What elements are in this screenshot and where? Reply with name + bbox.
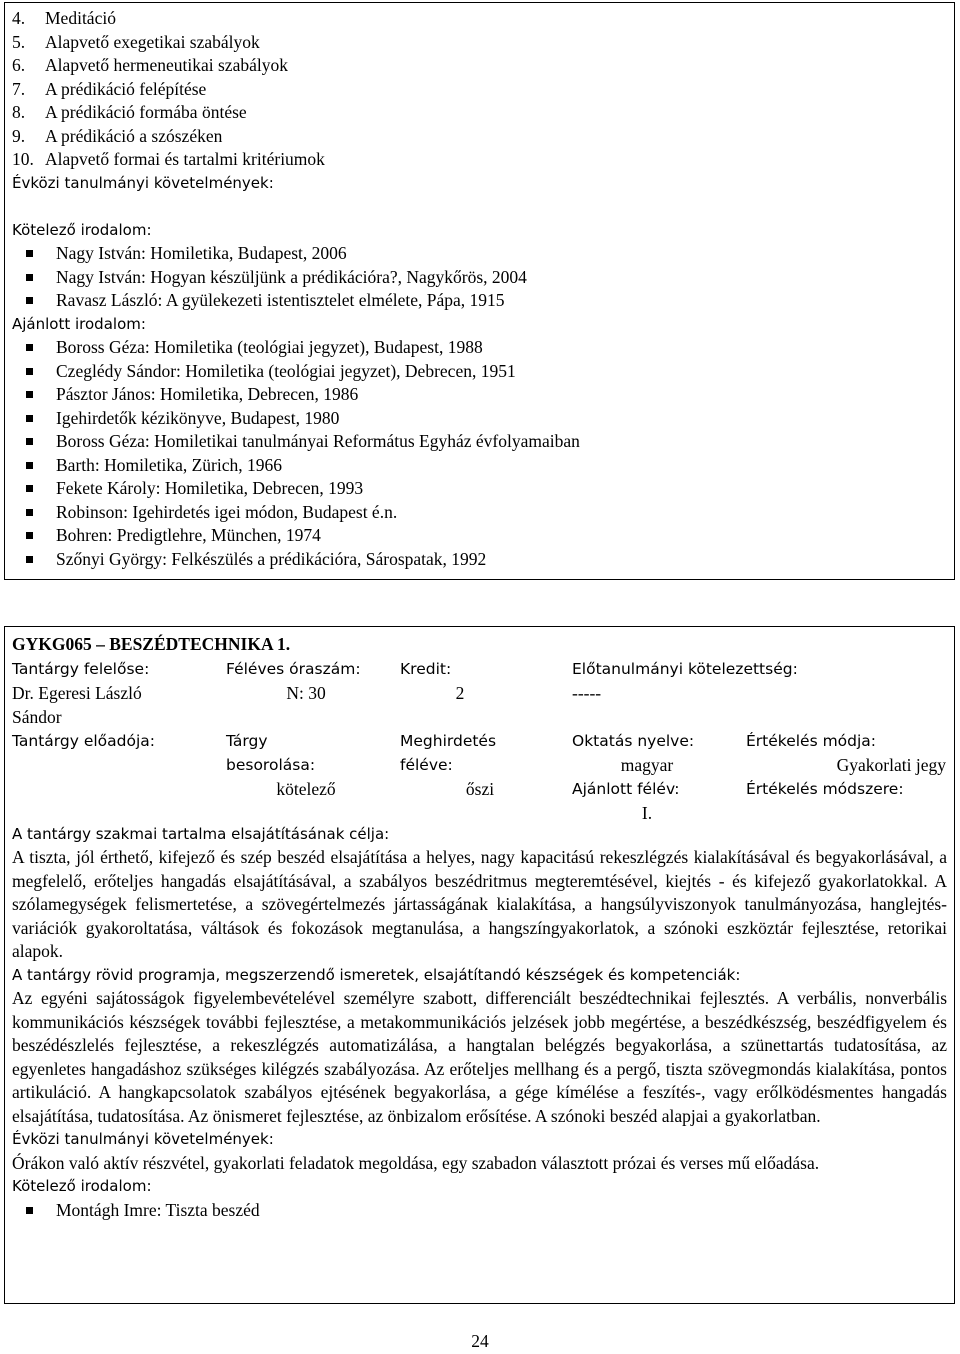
- list-item: Bohren: Predigtlehre, München, 1974: [56, 524, 947, 548]
- course-literature-box: [4, 2, 955, 580]
- kotelezo-heading-2: Kötelező irodalom:: [12, 1177, 152, 1195]
- ajanlott-felev-value: I.: [641, 802, 653, 823]
- topic-item: 4. Meditáció: [12, 8, 116, 28]
- list-item: Ravasz László: A gyülekezeti istentisztelet elmélete, Pápa, 1915: [56, 289, 947, 313]
- topic-item: 10. Alapvető formai és tartalmi kritériumok: [12, 149, 325, 169]
- list-item: Igehirdetők kézikönyve, Budapest, 1980: [56, 407, 947, 431]
- ajanlott-list: [12, 336, 947, 571]
- list-item: Pásztor János: Homiletika, Debrecen, 1986: [56, 383, 947, 407]
- list-item: Robinson: Igehirdetés igei módon, Budapest é.n.: [56, 501, 947, 525]
- course-title: GYKG065 – BESZÉDTECHNIKA 1.: [12, 634, 291, 654]
- program-heading: A tantárgy rövid programja, megszerzendő ismeretek, elsajátítandó készségek és kompetenciák:: [12, 965, 741, 984]
- oraszam-label: Féléves óraszám:: [226, 659, 361, 678]
- topic-item: 8. A prédikáció formába öntése: [12, 102, 247, 122]
- topic-item: 5. Alapvető exegetikai szabályok: [12, 31, 260, 52]
- kotelezo-list-2: [12, 1199, 947, 1223]
- topic-list: [12, 7, 947, 172]
- elotan-value: -----: [572, 682, 602, 703]
- list-item: Montágh Imre: Tiszta beszéd: [56, 1199, 947, 1223]
- spacer: [12, 195, 947, 219]
- program-text: Az egyéni sajátosságok figyelembevételével személyre szabott, differenciált beszédtechnikai fejlesztés. A verbális, nonverbális kommunikációs készségek további fejlesztése, a metakommunikációs jelzések jobb megértése, a beszédkészség, beszédfigyelem és beszédészlelés fejlesztése, a rekeszlégzés automatizálása, a hangtalan belégzés begyakorlása, a szünettartás tudatosítása, az egyenletes hangadáshoz szükséges kilégzés szabályozása. Az erőteljes mellhang és a pergő, tiszta szövegmondás kialakítása, pontos artikuláció. A hangkapcsolatok szabályos ejtésének begyakorlása, a gége kímélése a feszítés-, vagy erőlködésmentes hangadás elsajátítása, tudatosítása. Az önismeret fejlesztése, az önbizalom erősítése. A szónoki beszéd alapjai a gyakorlatban.: [12, 988, 947, 1126]
- elotan-label: Előtanulmányi kötelezettség:: [572, 659, 798, 678]
- list-item: Czeglédy Sándor: Homiletika (teológiai jegyzet), Debrecen, 1951: [56, 360, 947, 384]
- ertekeles-label: Értékelés módja:: [746, 731, 877, 750]
- cel-heading: A tantárgy szakmai tartalma elsajátításának célja:: [12, 824, 390, 843]
- modszere-label: Értékelés módszere:: [746, 779, 904, 798]
- besorolas-label-2: besorolása:: [226, 755, 316, 774]
- ajanlott-heading: Ajánlott irodalom:: [12, 314, 146, 333]
- kotelezo-heading: Kötelező irodalom:: [12, 220, 152, 239]
- felelos-name-1: Dr. Egeresi László: [12, 682, 142, 703]
- besorolas-value: kötelező: [276, 778, 336, 799]
- meghirdetes-label-1: Meghirdetés: [400, 731, 497, 750]
- list-item: Boross Géza: Homiletika (teológiai jegyzet), Budapest, 1988: [56, 336, 947, 360]
- ajanlott-felev-label: Ajánlott félév:: [572, 779, 680, 798]
- list-item: Nagy István: Hogyan készüljünk a prédikációra?, Nagykőrös, 2004: [56, 266, 947, 290]
- evkozi-text: Órákon való aktív részvétel, gyakorlati feladatok megoldása, egy szabadon választott prózai és verses mű előadása.: [12, 1152, 820, 1173]
- felelos-label: Tantárgy felelőse:: [12, 659, 150, 678]
- besorolas-label-1: Tárgy: [226, 731, 268, 750]
- nyelv-value: magyar: [620, 754, 674, 775]
- topic-item: 7. A prédikáció felépítése: [12, 78, 207, 99]
- list-item: Szőnyi György: Felkészülés a prédikációra, Sárospatak, 1992: [56, 548, 947, 572]
- kredit-label: Kredit:: [400, 659, 452, 678]
- list-item: Fekete Károly: Homiletika, Debrecen, 1993: [56, 477, 947, 501]
- evkozi-heading: Évközi tanulmányi követelmények:: [12, 173, 274, 192]
- cel-text: A tiszta, jól érthető, kifejező és szép beszéd elsajátítása a helyes, nagy kapacitású rekeszlégzés kialakításával és begyakorlásával, a megfelelő, erőteljes hangadás elsajátításával, a szabályos beszédritmus megteremtésével, kiejtés - és kifejező gyakorlatokkal. A szólamegységek felismertetése, a szövegértelmezés jártasságának kialakítása, a hangsúlyviszonyok tanulmányozása, hanglejtés-variációk gyakoroltatása, váltások és fokozások megtanulása, a hangszíngyakorlatok, a szónoki eszköztár fejlesztése, retorikai alapok.: [12, 847, 947, 961]
- list-item: Barth: Homiletika, Zürich, 1966: [56, 454, 947, 478]
- course-info-grid: [12, 657, 947, 825]
- eloado-label: Tantárgy előadója:: [12, 731, 156, 750]
- topic-item: 6. Alapvető hermeneutikai szabályok: [12, 55, 288, 75]
- kotelezo-list: [12, 242, 947, 313]
- evkozi-heading-2: Évközi tanulmányi követelmények:: [12, 1130, 274, 1148]
- list-item: Boross Géza: Homiletikai tanulmányai Református Egyház évfolyamaiban: [56, 430, 947, 454]
- list-item: Nagy István: Homiletika, Budapest, 2006: [56, 242, 947, 266]
- meghirdetes-label-2: féléve:: [400, 755, 453, 774]
- felelos-name-2: Sándor: [12, 706, 62, 727]
- kredit-value: 2: [455, 682, 465, 703]
- meghirdetes-value: őszi: [465, 778, 495, 799]
- nyelv-label: Oktatás nyelve:: [572, 731, 695, 750]
- page-number: 24: [471, 1331, 489, 1351]
- topic-item: 9. A prédikáció a szószéken: [12, 125, 223, 146]
- ertekeles-value: Gyakorlati jegy: [836, 754, 946, 775]
- course-description-box: [4, 626, 955, 1304]
- oraszam-value: N: 30: [286, 682, 326, 703]
